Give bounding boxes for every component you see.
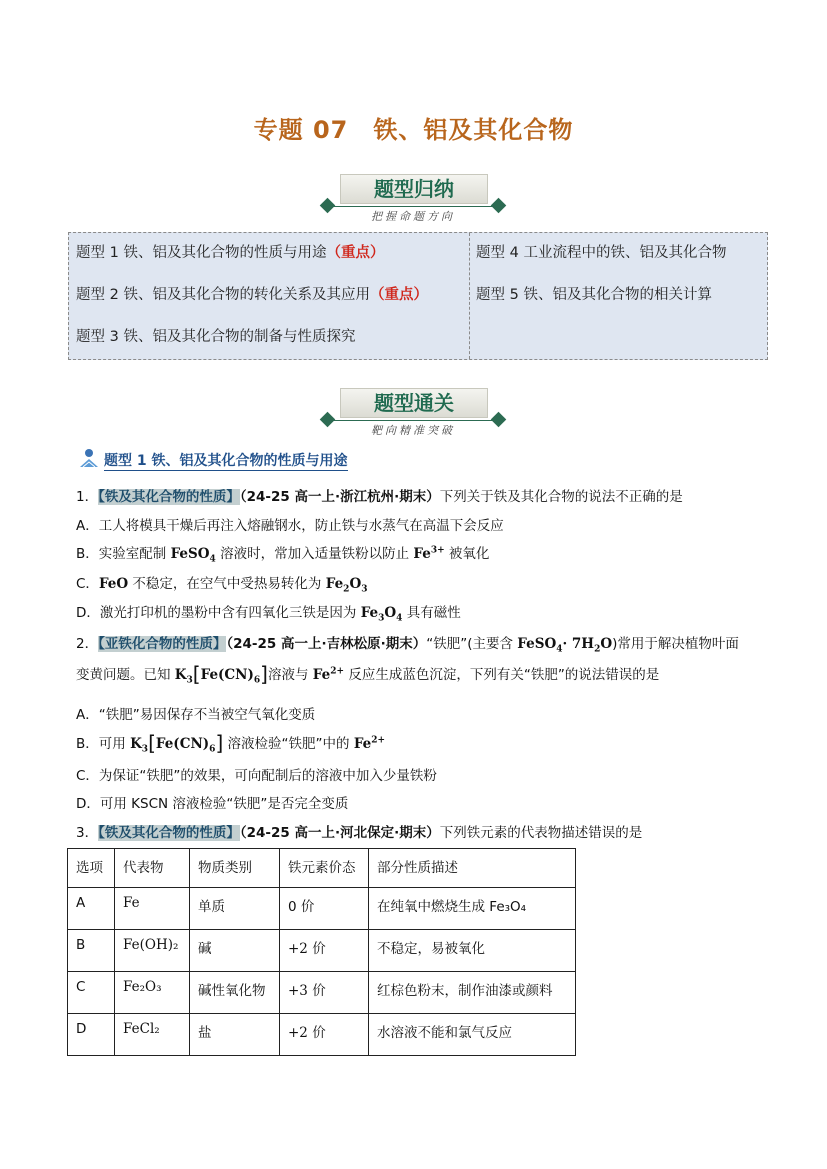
q1-option-b[interactable] [76,542,489,565]
table-cell-desc: 在纯氧中燃烧生成 Fe₃O₄ [369,888,576,930]
chem-ion: Fe [312,667,331,683]
chem-subscript: 2 [594,644,601,655]
table-cell-rep: Fe₂O₃ [115,972,190,1014]
q2-option-c[interactable]: C．为保证“铁肥”的效果，可向配制后的溶液中加入少量铁粉 [76,768,437,784]
question-text: 下列铁元素的代表物描述错误的是 [439,825,643,841]
chem-subscript: 3 [141,744,149,755]
question-2-stem [76,632,739,655]
question-source: （24-25 高一上·吉林松原·期末） [226,636,427,652]
table-cell-desc: 不稳定，易被氧化 [369,930,576,972]
topic-3-item[interactable] [76,325,355,346]
chem-formula: Fe(CN) [200,667,254,683]
page-title: 专题 07 铁、铝及其化合物 [253,116,574,144]
topic-5-text: 题型 5 铁、铝及其化合物的相关计算 [476,287,712,303]
chem-superscript: 2+ [371,735,386,746]
table-cell-option: D [68,1014,115,1056]
chem-subscript: 3 [378,613,385,624]
q1-option-c[interactable] [76,572,367,595]
chem-subscript: 4 [396,613,403,624]
topic-2-badge: （重点） [369,287,428,303]
chem-superscript: 3+ [430,545,445,556]
banner-line [328,420,498,421]
table-cell-desc: 水溶液不能和氯气反应 [369,1014,576,1056]
chem-bracket: ] [260,662,268,686]
question-number: 1． [76,489,99,505]
topic-1-text: 题型 1 铁、铝及其化合物的性质与用途 [76,245,327,261]
table-cell-desc: 红棕色粉末，制作油漆或颜料 [369,972,576,1014]
topic-index-box [68,232,768,360]
table-header-row [68,849,576,888]
table-cell-valence: +2 价 [280,930,369,972]
chem-superscript: 2+ [330,666,345,677]
table-cell-rep: Fe(OH)₂ [115,930,190,972]
question-tag: 【铁及其化合物的性质】 [98,489,240,505]
q2-option-a[interactable]: A．“铁肥”易因保存不当被空气氧化变质 [76,707,316,723]
question-text: 溶液与 [267,667,313,683]
q2-option-d[interactable]: D．可用 KSCN 溶液检验“铁肥”是否完全变质 [76,796,349,812]
chem-formula: FeSO [170,546,210,562]
chem-subscript: 3 [361,584,368,595]
q2-option-b[interactable] [76,731,385,755]
table-cell-class: 单质 [190,888,280,930]
table-header: 选项 [68,849,115,888]
table-row [68,972,576,1014]
chem-subscript: 4 [209,554,216,565]
question-source: （24-25 高一上·浙江杭州·期末） [239,489,440,505]
table-row [68,1014,576,1056]
banner-sub-text: 靶向精准突破 [371,424,455,437]
table-header: 物质类别 [190,849,280,888]
topic-2-text: 题型 2 铁、铝及其化合物的转化关系及其应用 [76,287,370,303]
chem-subscript: 4 [556,644,563,655]
question-text: )常用于解决植物叶面 [612,636,739,652]
banner-main-text: 题型归纳 [340,174,488,204]
option-text: 溶液时，常加入适量铁粉以防止 [215,546,414,562]
chem-formula: Fe [360,605,379,621]
question-text: “铁肥”(主要含 [426,636,518,652]
table-cell-class: 碱性氧化物 [190,972,280,1014]
chem-formula: FeO [98,576,129,592]
table-cell-class: 碱 [190,930,280,972]
option-text: 不稳定，在空气中受热易转化为 [128,576,326,592]
topic-1-item[interactable] [76,241,384,262]
topic-4-text: 题型 4 工业流程中的铁、铝及其化合物 [476,245,727,261]
chem-bracket: [ [148,731,156,755]
banner-line [328,206,498,207]
table-cell-option: A [68,888,115,930]
option-text: B．实验室配制 [76,546,171,562]
chem-formula: Fe(CN) [155,736,210,752]
question-text: 变黄问题。已知 [76,667,175,683]
chem-subscript: 2 [343,584,350,595]
option-text: B．可用 [76,736,131,752]
table-header: 代表物 [115,849,190,888]
chem-formula: O [384,605,397,621]
chem-subscript: 3 [186,675,193,686]
banner-question-types [318,172,508,222]
index-divider [469,233,470,359]
table-cell-rep: FeCl₂ [115,1014,190,1056]
topic-5-item[interactable] [476,283,712,304]
question-tag: 【铁及其化合物的性质】 [98,825,240,841]
table-cell-class: 盐 [190,1014,280,1056]
chem-bracket: [ [192,662,201,686]
section-heading: 题型 1 铁、铝及其化合物的性质与用途 [104,450,348,471]
option-text: 溶液检验“铁肥”中的 [223,736,354,752]
option-text: 具有磁性 [402,605,461,621]
table-cell-valence: 0 价 [280,888,369,930]
banner-main-text: 题型通关 [340,388,488,418]
q1-option-d[interactable] [76,601,461,624]
table-cell-option: B [68,930,115,972]
question-source: （24-25 高一上·河北保定·期末） [239,825,440,841]
chem-bracket: ] [215,731,224,755]
question-tag: 【亚铁化合物的性质】 [98,636,227,652]
banner-sub-text: 把握命题方向 [371,210,455,223]
option-text: D．激光打印机的墨粉中含有四氧化三铁是因为 [76,605,361,621]
question-1-stem [76,485,683,505]
table-cell-option: C [68,972,115,1014]
question-text: 下列关于铁及其化合物的说法不正确的是 [439,489,683,505]
table-header: 铁元素价态 [280,849,369,888]
banner-question-pass [318,386,508,436]
table-cell-valence: +3 价 [280,972,369,1014]
table-cell-rep: Fe [115,888,190,930]
chem-formula: · 7H [562,636,595,652]
question-number: 2． [76,636,99,652]
q1-option-a[interactable]: A．工人将模具干燥后再注入熔融钢水，防止铁与水蒸气在高温下会反应 [76,518,504,534]
chem-ion: Fe [353,736,372,752]
question-number: 3． [76,825,99,841]
topic-2-item[interactable] [76,283,428,304]
table-header: 部分性质描述 [369,849,576,888]
chem-ion: Fe [413,546,431,562]
question-text: 反应生成蓝色沉淀，下列有关“铁肥”的说法错误的是 [344,667,660,683]
chem-formula: Fe [325,576,344,592]
study-person-icon [78,447,100,469]
option-text: C． [76,576,99,592]
chem-formula: K [174,667,187,683]
chem-formula: FeSO [517,636,557,652]
table-cell-valence: +2 价 [280,1014,369,1056]
chem-formula: O [600,636,613,652]
chem-formula: K [130,736,142,752]
option-text: 被氧化 [444,546,490,562]
table-row [68,930,576,972]
iron-representatives-table [67,848,576,1056]
chem-subscript: 6 [209,744,216,755]
topic-4-item[interactable] [476,241,726,262]
topic-3-text: 题型 3 铁、铝及其化合物的制备与性质探究 [76,329,356,345]
question-2-stem-cont [76,662,659,686]
topic-1-badge: （重点） [326,245,385,261]
chem-formula: O [349,576,362,592]
question-3-stem [76,821,642,841]
chem-subscript: 6 [253,675,261,686]
table-row [68,888,576,930]
